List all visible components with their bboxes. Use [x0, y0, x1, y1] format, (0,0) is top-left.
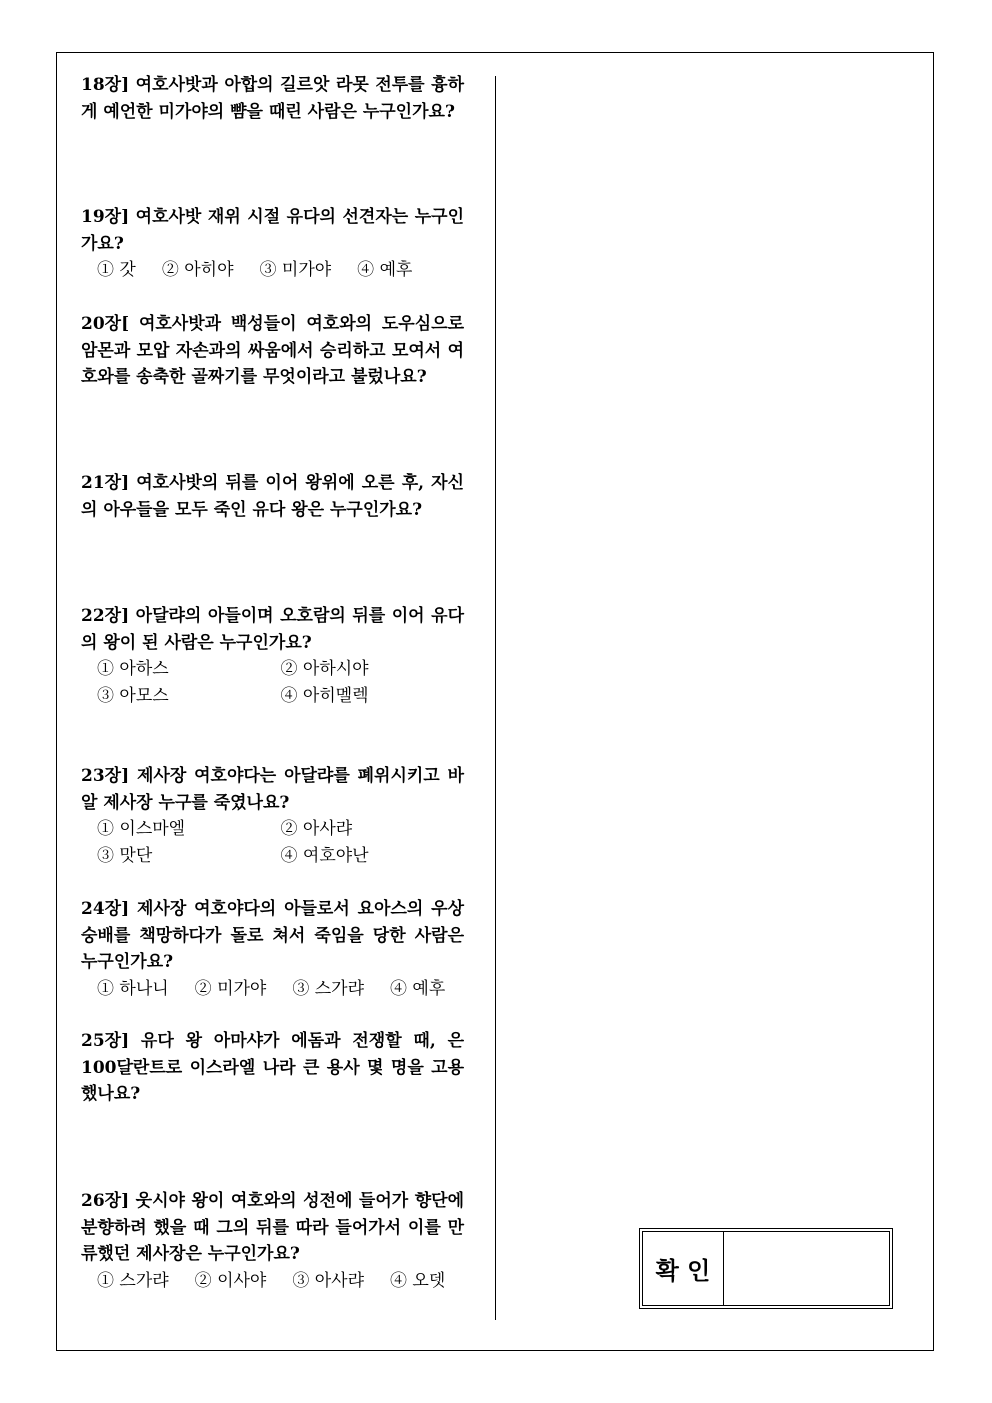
question-text: 25장] 유다 왕 아마샤가 에돔과 전쟁할 때, 은 100달란트로 이스라엘 나라 큰 용사 몇 명을 고용했나요? — [81, 1031, 464, 1104]
option[interactable]: ② 아사랴 — [280, 819, 353, 839]
question-text: 21장] 여호사밧의 뒤를 이어 왕위에 오른 후, 자신의 아우들을 모두 죽인 유다 왕은 누구인가요? — [81, 473, 464, 520]
question-text: 20장[ 여호사밧과 백성들이 여호와의 도우심으로 암몬과 모압 자손과의 싸움에서 승리하고 모여서 여호와를 송축한 골짜기를 무엇이라고 불렀나요? — [81, 314, 464, 387]
options-row — [81, 683, 464, 710]
question-text: 23장] 제사장 여호야다는 아달랴를 폐위시키고 바알 제사장 누구를 죽였나요? — [81, 766, 464, 813]
options-row — [81, 976, 464, 1003]
option[interactable]: ④ 오뎃 — [390, 1270, 446, 1291]
option[interactable]: ④ 예후 — [357, 260, 413, 280]
question-24 — [81, 896, 464, 1002]
question-23 — [81, 763, 464, 869]
option[interactable]: ④ 예후 — [390, 978, 446, 999]
option[interactable]: ① 갓 — [97, 260, 136, 280]
question-text: 18장] 여호사밧과 아합의 길르앗 라못 전투를 흉하게 예언한 미가야의 뺨을 때린 사람은 누구인가요? — [81, 75, 464, 122]
option[interactable]: ② 미가야 — [194, 978, 267, 999]
option[interactable]: ① 아하스 — [97, 659, 169, 679]
question-20 — [81, 311, 464, 391]
question-25 — [81, 1028, 464, 1108]
question-text: 26장] 웃시야 왕이 여호와의 성전에 들어가 향단에 분향하려 했을 때 그의 뒤를 따라 들어가서 이를 만류했던 제사장은 누구인가요? — [81, 1191, 464, 1264]
option[interactable]: ③ 아사랴 — [292, 1270, 365, 1291]
option[interactable]: ① 하나니 — [97, 978, 169, 999]
question-19 — [81, 204, 464, 284]
options-row — [81, 816, 464, 843]
question-22 — [81, 603, 464, 709]
question-text: 24장] 제사장 여호야다의 아들로서 요아스의 우상숭배를 책망하다가 돌로 쳐서 죽임을 당한 사람은 누구인가요? — [81, 899, 464, 972]
option[interactable]: ② 아하시야 — [280, 659, 369, 679]
options-row — [81, 843, 464, 870]
confirm-box — [639, 1228, 893, 1309]
option[interactable]: ① 이스마엘 — [97, 819, 186, 839]
options-row — [81, 257, 464, 284]
confirm-label: 확 인 — [643, 1232, 724, 1305]
question-18 — [81, 72, 464, 125]
confirm-signature-area[interactable] — [724, 1232, 889, 1305]
option[interactable]: ③ 스가랴 — [292, 978, 365, 999]
question-text: 19장] 여호사밧 재위 시절 유다의 선견자는 누구인가요? — [81, 207, 464, 254]
option[interactable]: ③ 맛단 — [97, 845, 153, 866]
column-divider — [495, 76, 496, 1320]
option[interactable]: ④ 여호야난 — [280, 845, 369, 866]
option[interactable]: ① 스가랴 — [97, 1270, 169, 1291]
question-21 — [81, 470, 464, 523]
confirm-inner — [642, 1231, 890, 1306]
options-row — [81, 656, 464, 683]
options-row — [81, 1268, 464, 1295]
option[interactable]: ③ 아모스 — [97, 685, 169, 706]
option[interactable]: ② 아히야 — [161, 260, 234, 280]
question-26 — [81, 1188, 464, 1294]
option[interactable]: ③ 미가야 — [259, 260, 332, 280]
option[interactable]: ④ 아히멜렉 — [280, 685, 369, 706]
question-text: 22장] 아달랴의 아들이며 오호람의 뒤를 이어 유다의 왕이 된 사람은 누구인가요? — [81, 606, 464, 653]
option[interactable]: ② 이사야 — [194, 1270, 267, 1291]
